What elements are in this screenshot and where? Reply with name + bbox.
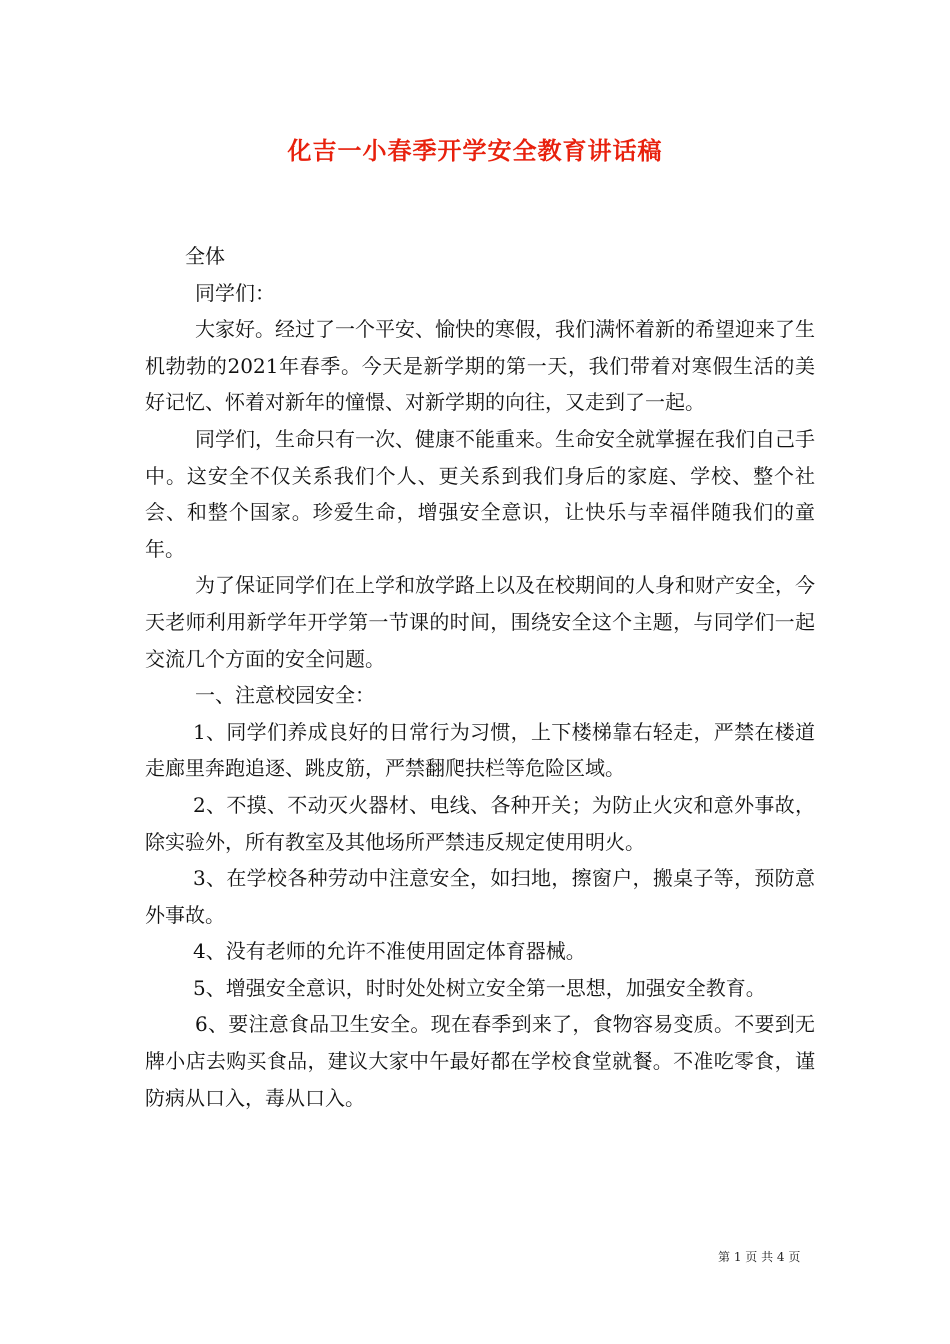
document-title: 化吉一小春季开学安全教育讲话稿 xyxy=(287,137,663,165)
salutation-line-2: 同学们： xyxy=(195,280,275,305)
section-heading-campus-safety: 一、注意校园安全： xyxy=(195,683,375,708)
page-number-footer: 第 1 页 共 4 页 xyxy=(718,1250,801,1264)
document-body xyxy=(145,238,815,1116)
paragraph-life-safety: 同学们，生命只有一次、健康不能重来。生命安全就掌握在我们自己手中。这安全不仅关系我们个人、更关系到我们身后的家庭、学校、整个社会、和整个国家。珍爱生命，增强安全意识，让快乐与幸福伴随我们的童年。 xyxy=(145,426,815,561)
list-item-4: 4、没有老师的允许不准使用固定体育器械。 xyxy=(193,939,586,964)
list-item-6: 6、要注意食品卫生安全。现在春季到来了，食物容易变质。不要到无牌小店去购买食品，建议大家中午最好都在学校食堂就餐。不准吃零食，谨防病从口入，毒从口入。 xyxy=(145,1012,815,1110)
list-item-3: 3、在学校各种劳动中注意安全，如扫地，擦窗户，搬桌子等，预防意外事故。 xyxy=(145,866,815,927)
list-item-2: 2、不摸、不动灭火器材、电线、各种开关；为防止火灾和意外事故，除实验外，所有教室及其他场所严禁违反规定使用明火。 xyxy=(145,792,815,854)
list-item-5: 5、增强安全意识，时时处处树立安全第一思想，加强安全教育。 xyxy=(193,975,766,1000)
paragraph-purpose: 为了保证同学们在上学和放学路上以及在校期间的人身和财产安全，今天老师利用新学年开学第一节课的时间，围绕安全这个主题，与同学们一起交流几个方面的安全问题。 xyxy=(145,573,815,671)
list-item-1: 1、同学们养成良好的日常行为习惯，上下楼梯靠右轻走，严禁在楼道走廊里奔跑追逐、跳皮筋，严禁翻爬扶栏等危险区域。 xyxy=(145,719,815,781)
salutation-line-1: 全体 xyxy=(185,244,225,268)
paragraph-greeting: 大家好。经过了一个平安、愉快的寒假，我们满怀着新的希望迎来了生机勃勃的2021年春季。今天是新学期的第一天，我们带着对寒假生活的美好记忆、怀着对新年的憧憬、对新学期的向往，又走到了一起。 xyxy=(145,317,815,415)
